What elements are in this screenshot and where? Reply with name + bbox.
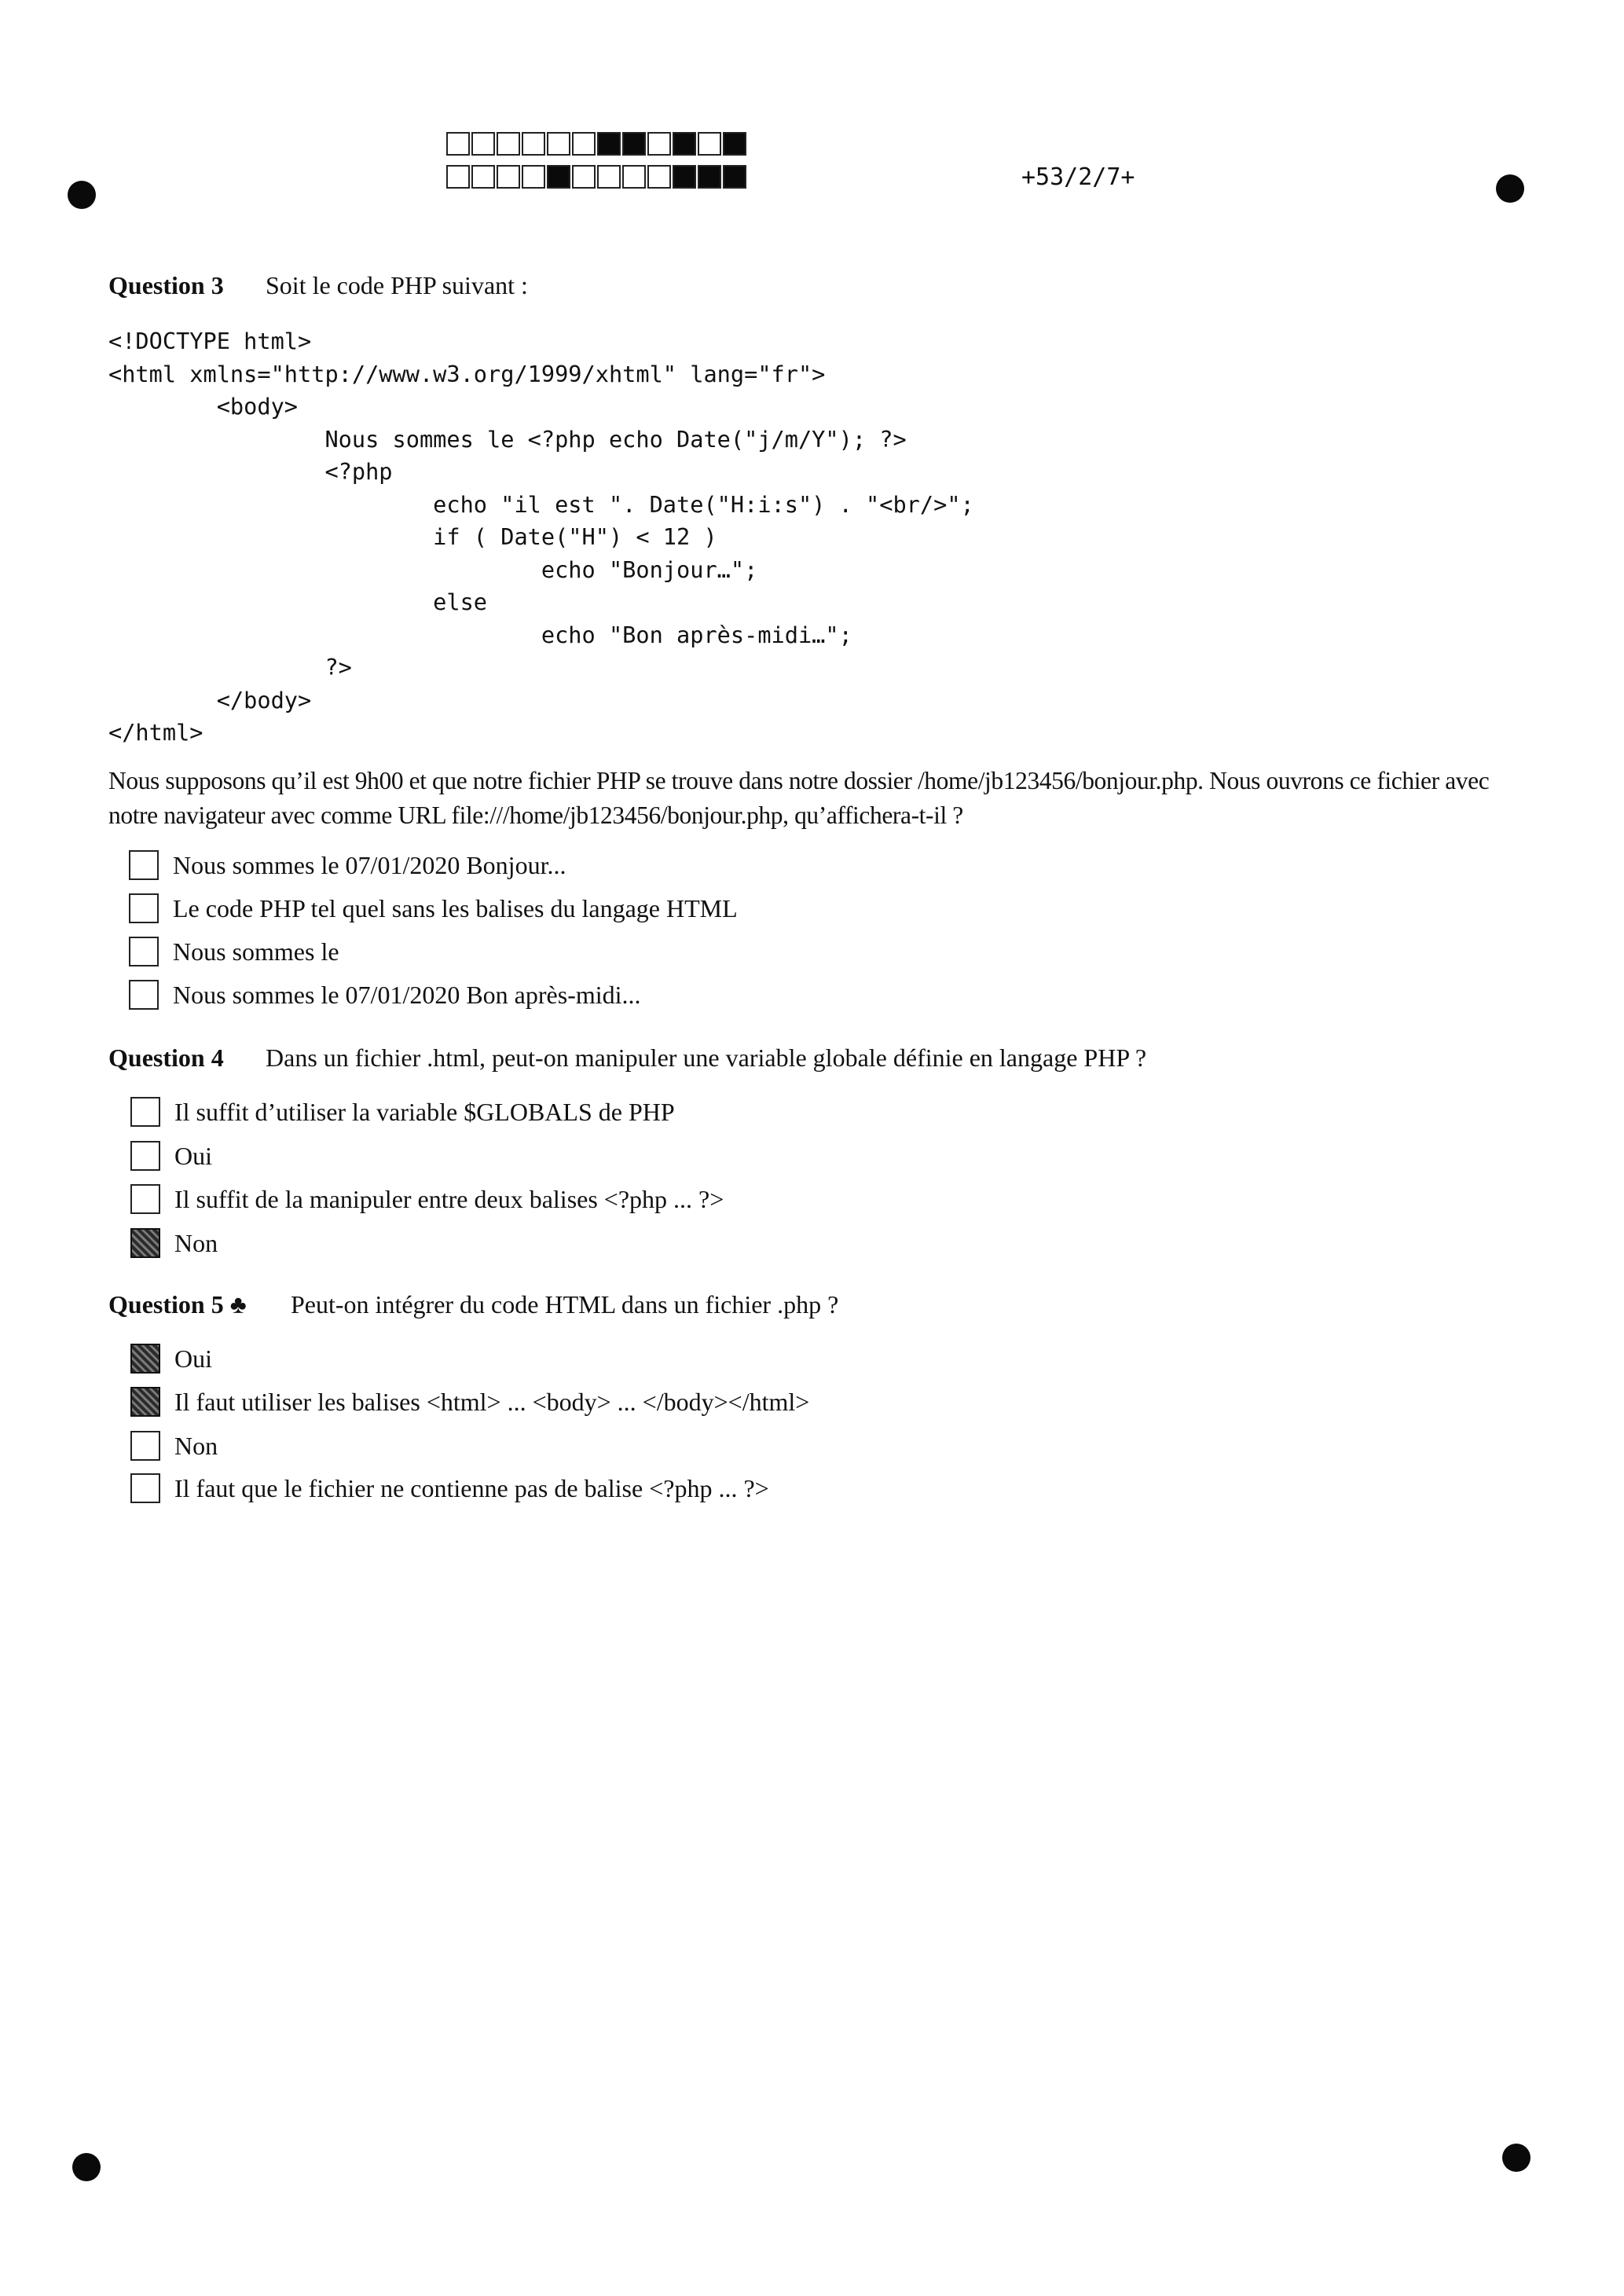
option-label: Il suffit de la manipuler entre deux balises <?php ... ?>: [174, 1184, 724, 1213]
registration-mark-bottom-right: [1502, 2144, 1531, 2172]
question-3-text: Soit le code PHP suivant :: [266, 271, 528, 299]
option-label: Nous sommes le 07/01/2020 Bon après-midi...: [173, 980, 641, 1009]
question-3-paragraph: Nous supposons qu’il est 9h00 et que notre fichier PHP se trouve dans notre dossier /home/jb123456/bonjour.php. Nous ouvrons ce fichier avec notre navigateur avec comme URL file:///home/jb123456/bonjour.php, qu’affichera-t-il ?: [108, 767, 1490, 829]
registration-mark-top-left: [68, 181, 96, 209]
barcode-cell: [647, 132, 671, 156]
barcode-cell: [698, 132, 721, 156]
option-label: Non: [174, 1431, 218, 1460]
checkbox[interactable]: [129, 893, 159, 923]
question-5-label: Question 5 ♣: [108, 1290, 247, 1319]
barcode-cell: [446, 165, 470, 189]
barcode-row-2: [446, 165, 748, 189]
checkbox[interactable]: [130, 1344, 160, 1374]
q3-option-1[interactable]: [129, 850, 566, 880]
option-label: Nous sommes le: [173, 937, 339, 966]
barcode-cell: [673, 132, 696, 156]
checkbox[interactable]: [129, 980, 159, 1010]
q4-option-2[interactable]: [130, 1141, 212, 1171]
checkbox[interactable]: [130, 1184, 160, 1214]
checkbox[interactable]: [129, 937, 159, 966]
question-3-label: Question 3: [108, 271, 224, 299]
q3-option-2[interactable]: [129, 893, 738, 923]
option-label: Il faut que le fichier ne contienne pas de balise <?php ... ?>: [174, 1473, 769, 1502]
barcode-cell: [471, 165, 495, 189]
checkbox[interactable]: [129, 850, 159, 880]
q4-option-1[interactable]: [130, 1097, 675, 1127]
barcode-cell: [522, 132, 545, 156]
q5-option-1[interactable]: [130, 1344, 212, 1374]
option-label: Oui: [174, 1344, 212, 1373]
q5-option-3[interactable]: [130, 1431, 218, 1461]
q5-option-4[interactable]: [130, 1473, 769, 1503]
checkbox[interactable]: [130, 1431, 160, 1461]
registration-mark-bottom-left: [72, 2153, 101, 2181]
question-4-heading: [108, 1043, 1146, 1073]
barcode-cell: [547, 132, 570, 156]
question-3-heading: [108, 271, 528, 300]
barcode-row-1: [446, 132, 748, 156]
q3-option-3[interactable]: [129, 937, 339, 966]
option-label: Non: [174, 1228, 218, 1257]
barcode-cell: [673, 165, 696, 189]
checkbox[interactable]: [130, 1387, 160, 1417]
checkbox[interactable]: [130, 1228, 160, 1258]
q4-option-4[interactable]: [130, 1228, 218, 1258]
option-label: Il faut utiliser les balises <html> ... <body> ... </body></html>: [174, 1387, 810, 1416]
registration-mark-top-right: [1496, 174, 1524, 203]
page-id: +53/2/7+: [1021, 163, 1135, 191]
barcode-cell: [597, 132, 621, 156]
barcode-cell: [723, 165, 746, 189]
barcode-cell: [622, 165, 646, 189]
q3-option-4[interactable]: [129, 980, 641, 1010]
barcode-cell: [497, 132, 520, 156]
php-code-block: <!DOCTYPE html> <html xmlns="http://www.w3.org/1999/xhtml" lang="fr"> <body> Nous sommes le <?php echo Date("j/m/Y"); ?> <?php echo "il est ". Date("H:i:s") . "<br/>"; if ( Date("H") < 12 ) echo "Bonjour…"; else echo "Bon après-midi…"; ?> </body> </html>: [108, 328, 974, 746]
checkbox[interactable]: [130, 1097, 160, 1127]
option-label: Il suffit d’utiliser la variable $GLOBALS de PHP: [174, 1097, 675, 1126]
question-5-heading: [108, 1290, 838, 1319]
checkbox[interactable]: [130, 1473, 160, 1503]
option-label: Oui: [174, 1141, 212, 1170]
barcode-cell: [547, 165, 570, 189]
barcode-cell: [497, 165, 520, 189]
question-4-text: Dans un fichier .html, peut-on manipuler une variable globale définie en langage PHP ?: [266, 1043, 1147, 1072]
option-label: Nous sommes le 07/01/2020 Bonjour...: [173, 850, 566, 879]
barcode-cell: [647, 165, 671, 189]
barcode-cell: [723, 132, 746, 156]
q4-option-3[interactable]: [130, 1184, 724, 1214]
question-5-text: Peut-on intégrer du code HTML dans un fichier .php ?: [291, 1290, 839, 1319]
q5-option-2[interactable]: [130, 1387, 809, 1417]
barcode-cell: [522, 165, 545, 189]
barcode-cell: [597, 165, 621, 189]
barcode-cell: [446, 132, 470, 156]
question-4-label: Question 4: [108, 1043, 224, 1072]
barcode-cell: [622, 132, 646, 156]
barcode-cell: [698, 165, 721, 189]
barcode-cell: [471, 132, 495, 156]
barcode-cell: [572, 132, 596, 156]
checkbox[interactable]: [130, 1141, 160, 1171]
barcode-cell: [572, 165, 596, 189]
option-label: Le code PHP tel quel sans les balises du langage HTML: [173, 893, 738, 922]
